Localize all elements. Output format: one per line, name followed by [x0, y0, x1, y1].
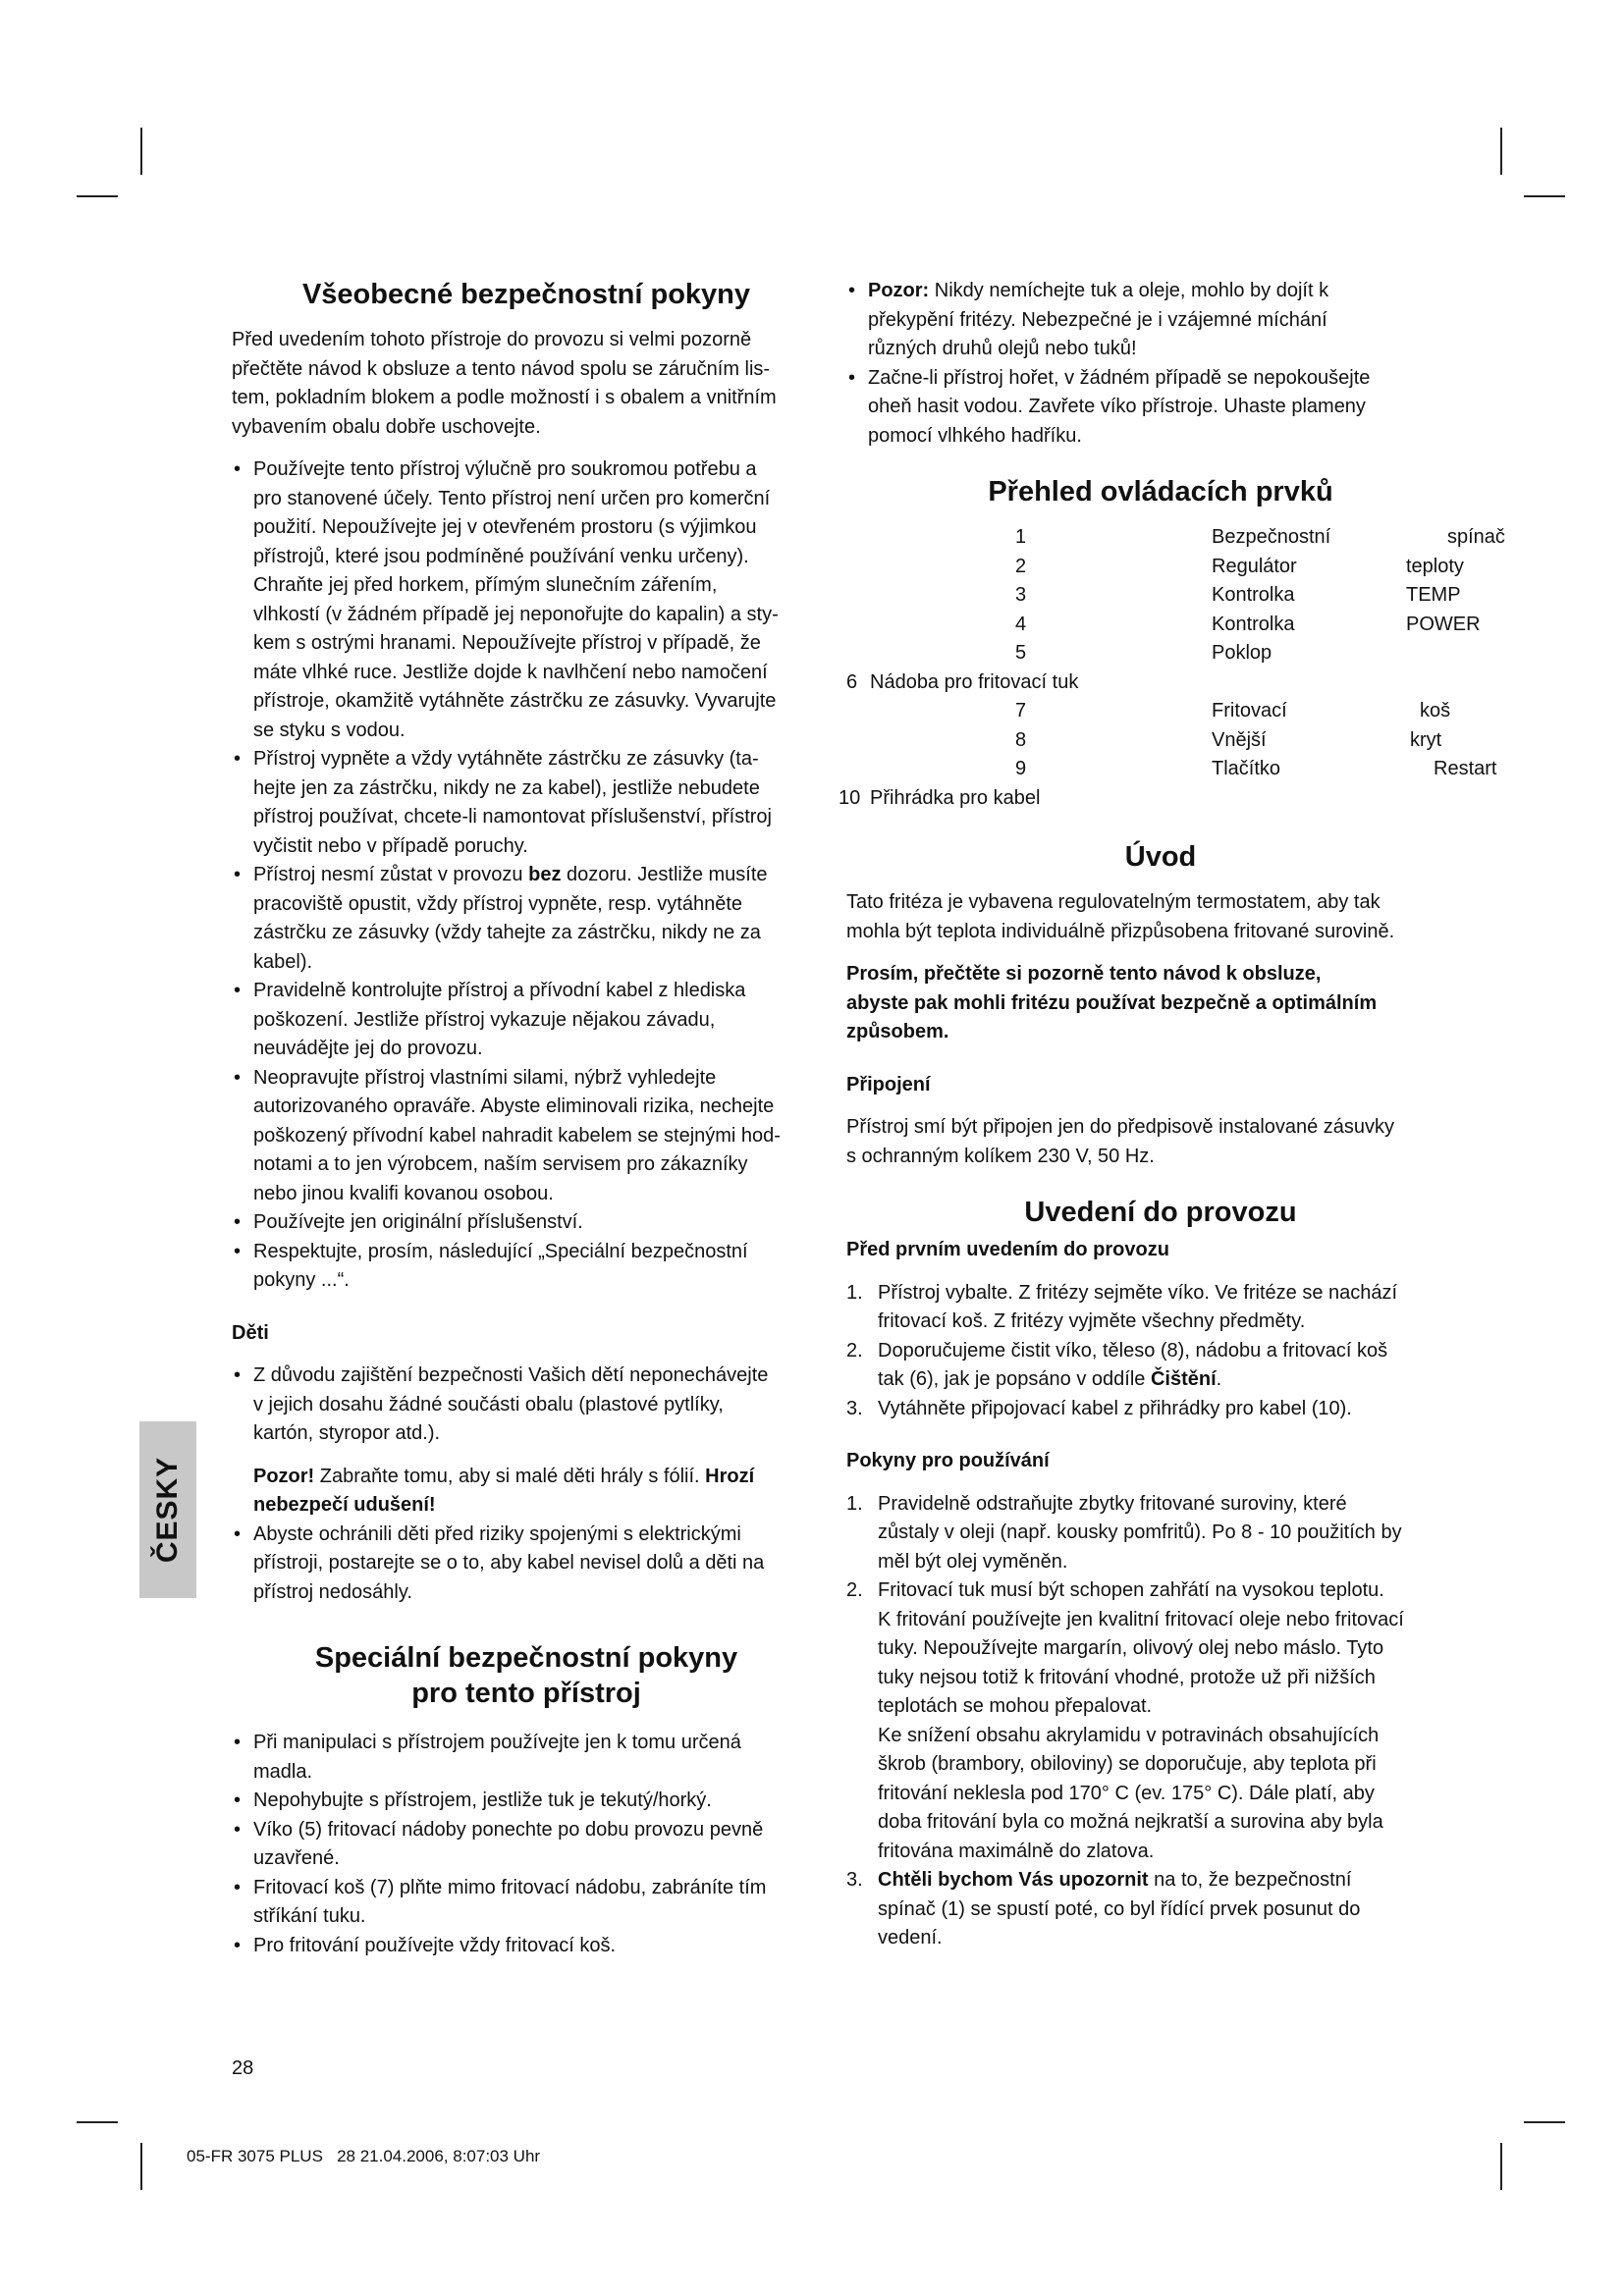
crop-mark — [1524, 2121, 1565, 2123]
control-label: Vnější — [1212, 728, 1267, 751]
control-label: Kontrolka — [1212, 584, 1295, 606]
crop-mark — [1500, 2143, 1502, 2190]
usage-list — [846, 1490, 1475, 1953]
list-item: • Při manipulaci s přístrojem používejte jen k tomu určená madla. — [232, 1729, 821, 1787]
list-item: • Používejte jen originální příslušenství. — [232, 1208, 821, 1238]
control-label: Přihrádka pro kabel — [870, 786, 1041, 809]
control-label: Regulátor — [1212, 555, 1297, 577]
crop-mark — [1524, 195, 1565, 197]
list-item: 1. Pravidelně odstraňujte zbytky fritované suroviny, které zůstaly v oleji (např. kousky pomfritů). Po 8 - 10 použitích by měl být olej vyměněn. — [846, 1492, 1402, 1573]
heading-general-safety: Všeobecné bezpečnostní pokyny — [301, 279, 751, 310]
control-number: 3 — [1015, 584, 1027, 606]
list-item: 3. Chtěli bychom Vás upozornit na to, že bezpečnostní spínač (1) se spustí poté, co byl řídící prvek posunut do vedení. — [846, 1869, 1361, 1949]
list-item: • Abyste ochránili děti před riziky spojenými s elektrickými přístroji, postarejte se o to, aby kabel nevisel dolů a děti na přístroj nedosáhly. — [232, 1521, 821, 1608]
list-item: • Pro fritování používejte vždy fritovací koš. — [232, 1932, 821, 1961]
heading-controls: Přehled ovládacích prvků — [988, 476, 1333, 507]
control-number: 2 — [1015, 555, 1027, 577]
control-label: Kontrolka — [1212, 613, 1295, 635]
control-number: 7 — [1015, 700, 1027, 721]
controls-table — [839, 523, 1506, 816]
control-label-2: Restart — [1434, 758, 1497, 779]
crop-mark — [77, 2121, 118, 2123]
control-label-2: kryt — [1410, 728, 1442, 751]
list-item: • Fritovací koš (7) plňte mimo fritovací nádobu, zabráníte tím stříkání tuku. — [232, 1874, 821, 1932]
crop-mark — [1500, 128, 1502, 175]
connection-text: Přístroj smí být připojen jen do předpisově instalované zásuvky s ochranným kolíkem 230 V, 50 Hz. — [846, 1116, 1395, 1167]
heading-intro: Úvod — [1124, 841, 1197, 873]
control-label: Poklop — [1212, 642, 1272, 664]
general-intro: Před uvedením tohoto přístroje do provozu si velmi pozorně přečtěte návod k obsluze a tento návod spolu se záručním lis- tem, pokladním blokem a podle možností i s obalem a vnitřním vybavením obalu dobře uschovejte. — [232, 329, 777, 438]
intro-bold-note: Prosím, přečtěte si pozorně tento návod k obsluze, abyste pak mohli fritézu používat bezpečně a optimálním způsobem. — [846, 963, 1378, 1042]
control-label-2: spínač — [1447, 526, 1505, 548]
control-label-2: TEMP — [1406, 584, 1461, 606]
list-item: 3. Vytáhněte připojovací kabel z přihrádky pro kabel (10). — [846, 1397, 1352, 1419]
right-column — [839, 277, 1505, 1953]
heading-special-safety: Speciální bezpečnostní pokyny pro tento přístroj — [314, 1642, 738, 1709]
intro-text: Tato fritéza je vybavena regulovatelným termostatem, aby tak mohla být teplota individuálně přizpůsobena fritované surovině. — [846, 891, 1395, 942]
crop-mark — [140, 128, 142, 175]
list-item: • Respektujte, prosím, následující „Speciální bezpečnostní pokyny ...“. — [232, 1238, 821, 1296]
list-item: • Začne-li přístroj hořet, v žádném případě se nepokoušejte oheň hasit vodou. Zavřete víko přístroje. Uhaste plameny pomocí vlhkého hadříku. — [846, 364, 1475, 452]
control-label-2: koš — [1420, 700, 1451, 721]
first-use-list — [846, 1279, 1475, 1424]
control-number: 6 — [846, 670, 858, 693]
control-label-2: POWER — [1406, 613, 1481, 635]
list-item: 2. Doporučujeme čistit víko, těleso (8), nádobu a fritovací koš tak (6), jak je popsáno v oddíle Čištění. — [846, 1339, 1388, 1390]
heading-first-use: Před prvním uvedením do provozu — [846, 1239, 1169, 1260]
heading-start: Uvedení do provozu — [1024, 1197, 1297, 1228]
print-footer: 05-FR 3075 PLUS 28 21.04.2006, 8:07:03 Uhr — [187, 2147, 541, 2165]
list-item: • Víko (5) fritovací nádoby ponechte po dobu provozu pevně uzavřené. — [232, 1816, 821, 1874]
control-number: 1 — [1015, 526, 1027, 548]
list-item: 2. Fritovací tuk musí být schopen zahřátí na vysokou teplotu. K fritování používejte jen kvalitní fritovací oleje nebo fritovací tuky. Nepoužívejte margarín, olivový olej nebo máslo. Tyto tuky nejsou totiž k fritování vhodné, protože už při nižších teplotách se mohou přepalovat. Ke snížení obsahu akrylamidu v potravinách obsahujících škrob (brambory, obiloviny) se doporučuje, aby teplota při fritování neklesla pod 170° C (ev. 175° C). Dále platí, aby doba fritování byla co možná nejkratší a surovina aby byla fritována maximálně do zlatova. — [846, 1579, 1404, 1862]
crop-mark — [140, 2143, 142, 2190]
control-label: Fritovací — [1212, 700, 1287, 721]
language-tab — [139, 1421, 196, 1598]
list-item: • Pravidelně kontrolujte přístroj a přívodní kabel z hlediska poškození. Jestliže přístroj vykazuje nějakou závadu, neuvádějte jej do provozu. — [232, 977, 821, 1064]
list-item: • Přístroj nesmí zůstat v provozu bez dozoru. Jestliže musíte pracoviště opustit, vždy přístroj vypněte, resp. vytáhněte zástrčku ze zásuvky (vždy tahejte za zástrčku, nikdy ne za kabel). — [232, 861, 821, 977]
list-item: 1. Přístroj vybalte. Z fritézy sejměte víko. Ve fritéze se nachází fritovací koš. Z fritézy vyjměte všechny předměty. — [846, 1281, 1398, 1332]
oil-safety-list — [846, 277, 1475, 451]
special-safety-list — [232, 1729, 821, 1960]
list-item: • Nepohybujte s přístrojem, jestliže tuk je tekutý/horký. — [232, 1787, 821, 1816]
suffocation-warning: Pozor! Zabraňte tomu, aby si malé děti hrály s fólií. Hrozí nebezpečí udušení! — [253, 1465, 755, 1516]
page-number: 28 — [232, 2057, 254, 2079]
control-number: 4 — [1015, 613, 1027, 635]
children-list-2 — [232, 1521, 821, 1608]
list-item: • Používejte tento přístroj výlučně pro soukromou potřebu a pro stanovené účely. Tento přístroj není určen pro komerční použití. Nepoužívejte jej v otevřeném prostoru (s výjimkou přístrojů, které jsou podmíněné používání venku určeny). Chraňte jej před horkem, přímým slunečním zářením, vlhkostí (v žádném případě jej neponořujte do kapalin) a sty- kem s ostrými hranami. Nepoužívejte přístroj v případě, že máte vlhké ruce. Jestliže dojde k navlhčení nebo namočení přístroje, okamžitě vytáhněte zástrčku ze zásuvky. Vyvarujte se styku s vodou. — [232, 455, 821, 745]
control-number: 5 — [1015, 642, 1027, 664]
control-label: Nádoba pro fritovací tuk — [870, 670, 1079, 693]
heading-connection: Připojení — [846, 1073, 931, 1095]
list-item: • Z důvodu zajištění bezpečnosti Vašich dětí neponechávejte v jejich dosahu žádné součásti obalu (plastové pytlíky, kartón, styropor atd.). — [232, 1362, 821, 1449]
control-number: 8 — [1015, 728, 1027, 751]
crop-mark — [77, 195, 118, 197]
children-list — [232, 1362, 821, 1449]
safety-list — [232, 455, 821, 1296]
list-item: • Přístroj vypněte a vždy vytáhněte zástrčku ze zásuvky (ta- hejte jen za zástrčku, nikdy ne za kabel), jestliže nebudete přístroj používat, chcete-li namontovat příslušenství, přístroj vyčistit nebo v případě poruchy. — [232, 745, 821, 861]
control-label-2: teploty — [1406, 555, 1464, 577]
list-item: • Pozor: Nikdy nemíchejte tuk a oleje, mohlo by dojít k překypění fritézy. Nebezpečné je i vzájemné míchání různých druhů olejů nebo tuků! — [846, 277, 1475, 364]
heading-usage: Pokyny pro používání — [846, 1450, 1050, 1471]
control-label: Bezpečnostní — [1212, 526, 1331, 548]
control-number: 9 — [1015, 758, 1027, 779]
control-label: Tlačítko — [1212, 758, 1281, 779]
heading-children: Děti — [232, 1321, 269, 1344]
control-number: 10 — [839, 786, 861, 809]
language-tab-label: ČESKY — [151, 1456, 184, 1564]
left-column — [232, 277, 821, 1960]
list-item: • Neopravujte přístroj vlastními silami, nýbrž vyhledejte autorizovaného opraváře. Abyste eliminovali rizika, nechejte poškozený přívodní kabel nahradit kabelem se stejnými hod- notami a to jen výrobcem, naším servisem pro zákazníky nebo jinou kvalifi kovanou osobou. — [232, 1064, 821, 1209]
